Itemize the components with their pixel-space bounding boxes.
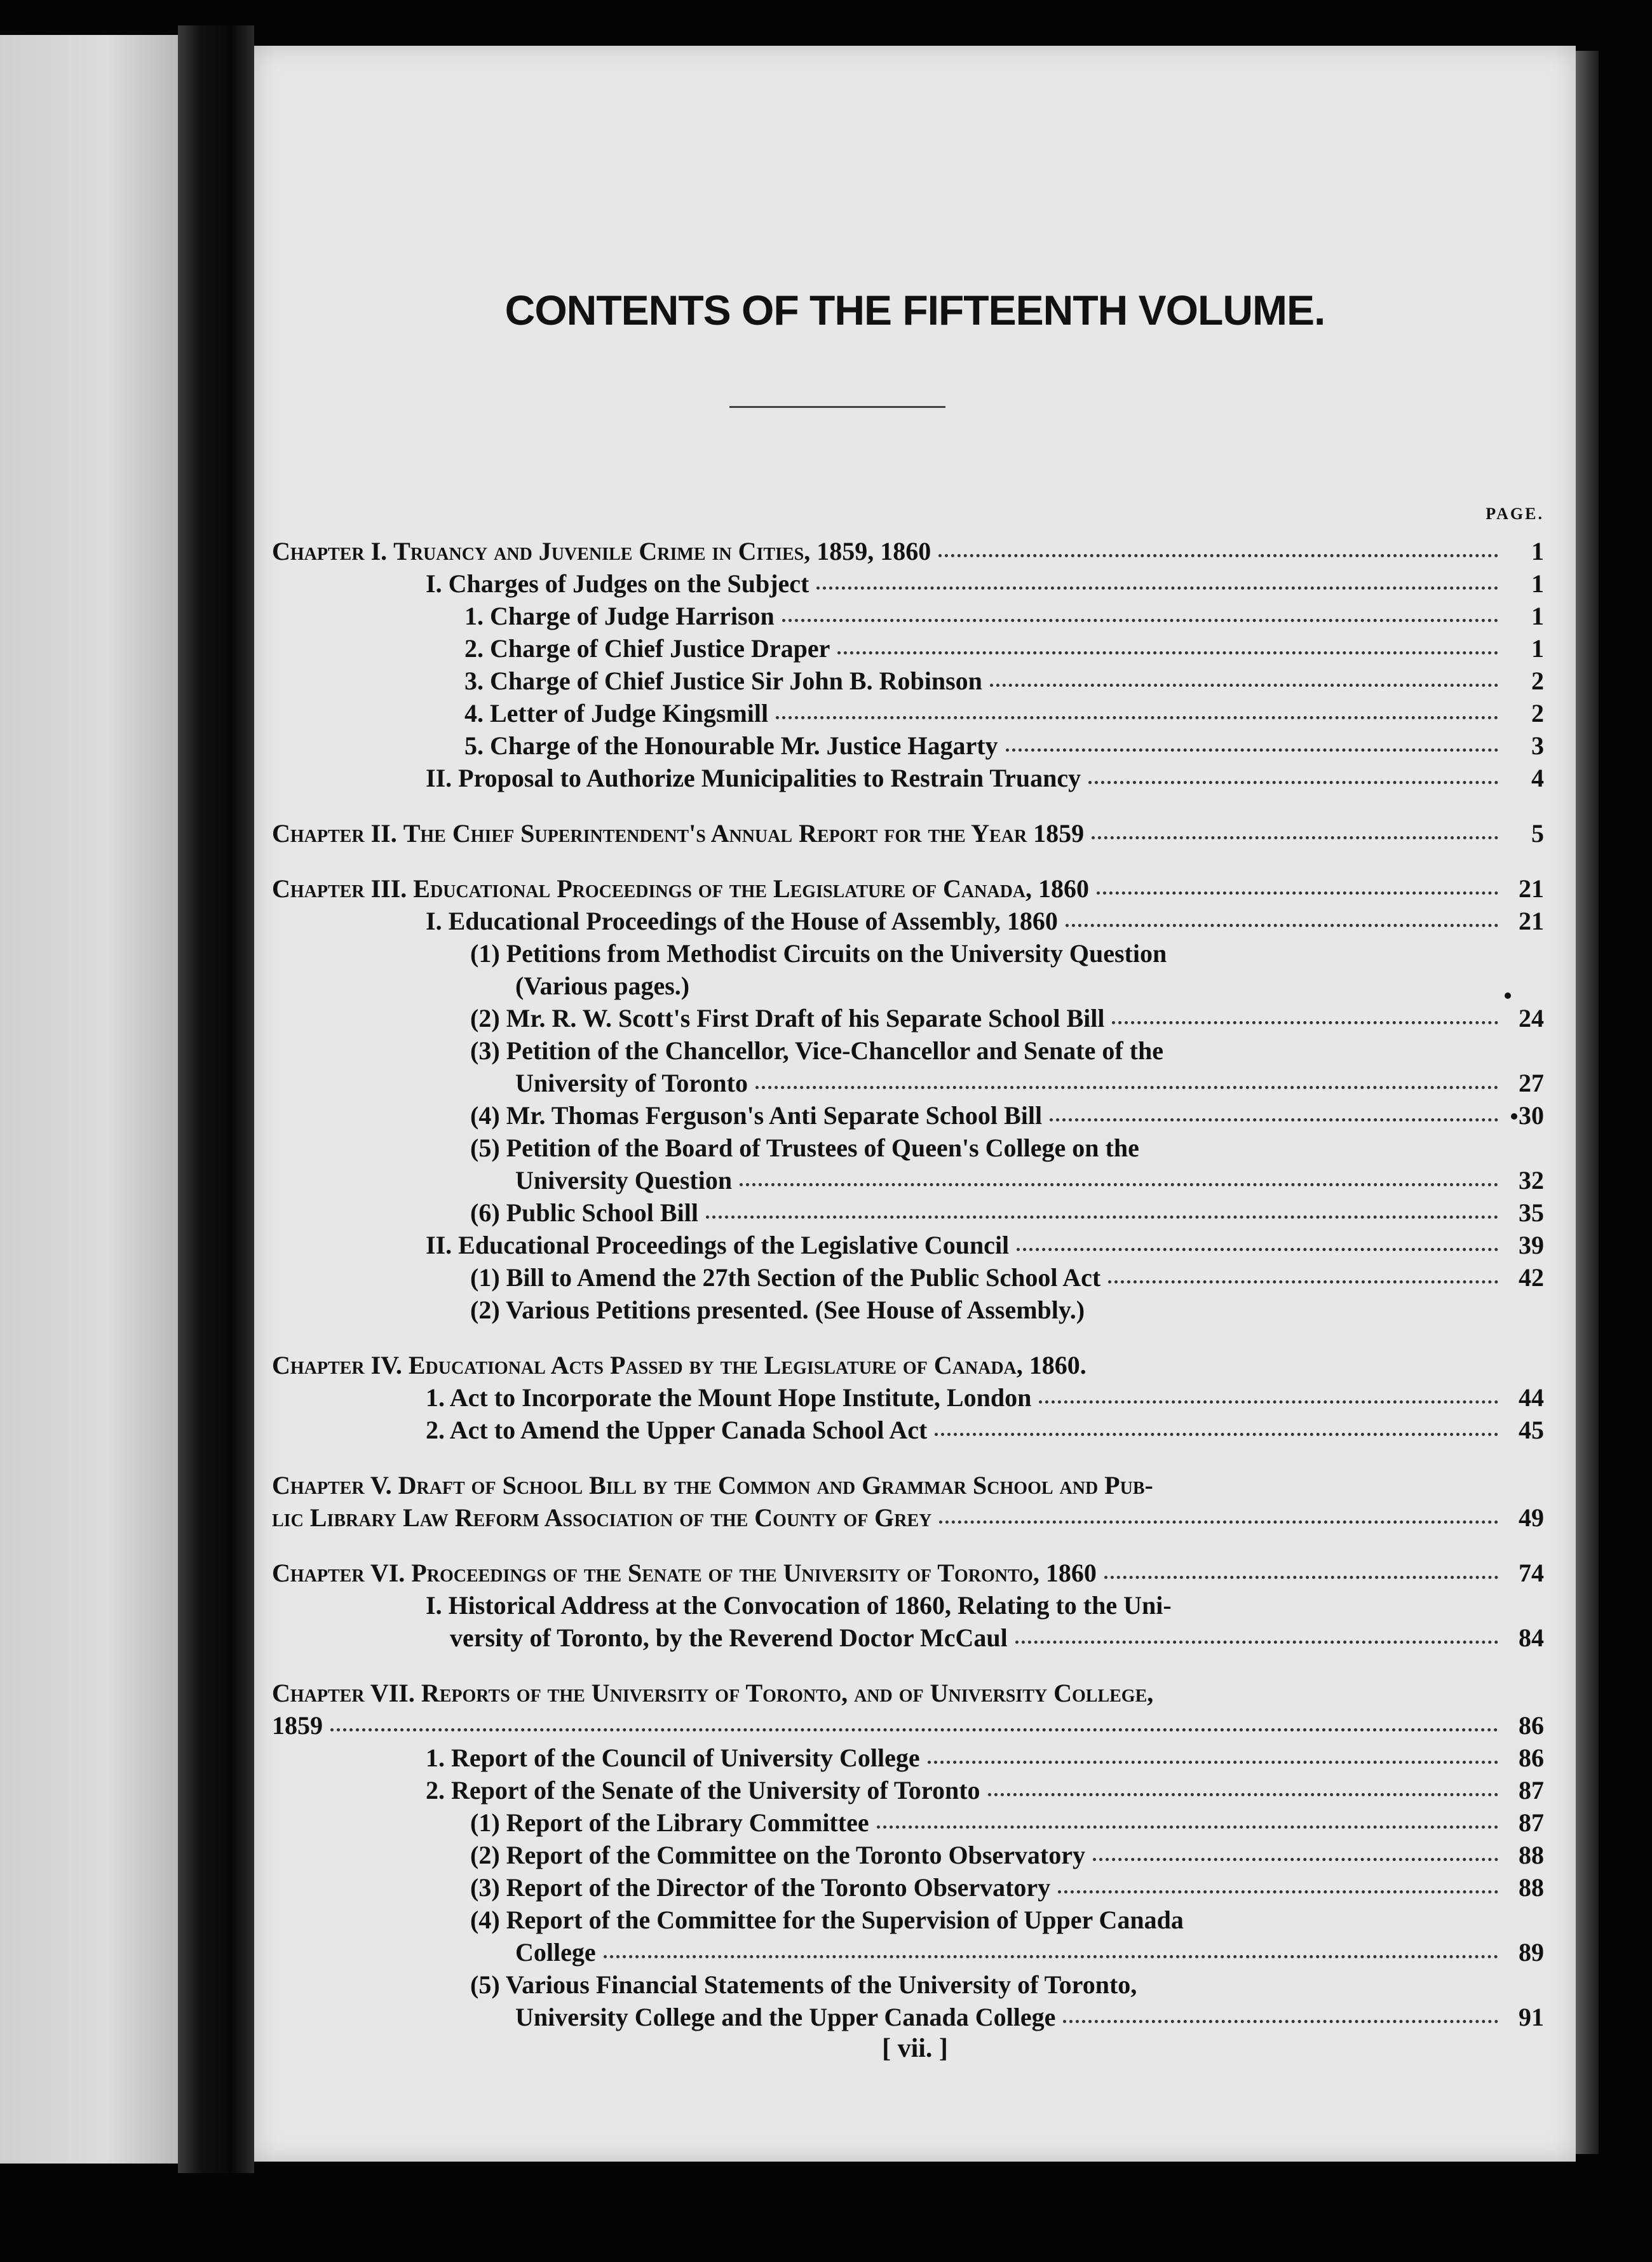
page-edge [1576, 51, 1599, 2154]
page-number: 91 [1519, 2003, 1544, 2031]
toc-entry [272, 1294, 1544, 1326]
toc-entry [272, 567, 1544, 600]
page-number: 3 [1531, 731, 1544, 760]
page-number: 21 [1519, 907, 1544, 935]
dot-leader [1093, 1858, 1498, 1861]
dot-leader [740, 1183, 1498, 1186]
entry-text: (1) Report of the Library Committee [470, 1808, 869, 1837]
toc-entry [272, 762, 1544, 794]
entry-text: (1) Petitions from Methodist Circuits on the University Question [470, 939, 1167, 968]
entry-continuation-text: (Various pages.) [515, 972, 690, 1000]
entry-text [272, 1677, 1153, 1709]
dot-leader [782, 619, 1498, 622]
page-number: 84 [1519, 1623, 1544, 1652]
page-number: 88 [1519, 1873, 1544, 1902]
page-number: 1 [1531, 634, 1544, 663]
page-number: 4 [1531, 764, 1544, 792]
dot-leader [990, 684, 1498, 687]
entry-text: 1. Report of the Council of University College [426, 1744, 920, 1772]
dot-leader [1092, 836, 1498, 839]
toc-entry [272, 1774, 1544, 1806]
dot-leader [837, 651, 1498, 654]
toc-entry [272, 665, 1544, 697]
page-number: 45 [1519, 1416, 1544, 1444]
page-number: 87 [1519, 1808, 1544, 1837]
entry-text [272, 535, 931, 567]
toc-entry [272, 1589, 1544, 1622]
dot-leader [928, 1761, 1498, 1764]
chapter-entry [272, 1349, 1544, 1381]
dot-leader [1015, 1641, 1498, 1644]
dot-leader [1088, 781, 1498, 784]
entry-text: (2) Report of the Committee on the Toronto Observatory [470, 1841, 1085, 1869]
book-gutter [178, 25, 254, 2173]
page-number: 86 [1519, 1744, 1544, 1772]
entry-text: (4) Mr. Thomas Ferguson's Anti Separate School Bill [470, 1101, 1043, 1130]
page-number: 1 [1531, 569, 1544, 598]
toc-entry [272, 937, 1544, 970]
toc-entry-continuation [272, 970, 1544, 1002]
toc-entry [272, 1034, 1544, 1067]
dot-leader [755, 1086, 1498, 1089]
entry-text [272, 1469, 1153, 1501]
dot-leader [816, 586, 1498, 590]
page-column-header: PAGE. [1486, 505, 1544, 523]
dot-leader [1006, 748, 1498, 752]
entry-text: (2) Various Petitions presented. (See House of Assembly.) [470, 1296, 1085, 1324]
chapter-title: Proceedings of the Senate of the University of Toronto, 1860 [411, 1559, 1097, 1587]
page-number: 1 [1531, 602, 1544, 630]
chapter-title: Truancy and Juvenile Crime in Cities, 1859, 1860 [393, 537, 931, 566]
table-of-contents [272, 535, 1544, 2033]
toc-entry [272, 1806, 1544, 1839]
entry-text: 5. Charge of the Honourable Mr. Justice Hagarty [464, 731, 998, 760]
toc-entry [272, 729, 1544, 762]
toc-entry-continuation [272, 1622, 1544, 1654]
dot-leader [938, 554, 1498, 557]
dot-leader [939, 1520, 1498, 1524]
entry-continuation-text: University of Toronto [515, 1069, 748, 1097]
page-number: 27 [1519, 1069, 1544, 1097]
entry-text: 2. Charge of Chief Justice Draper [464, 634, 830, 663]
page-number: 89 [1519, 1938, 1544, 1967]
title-rule [729, 406, 945, 408]
toc-entry-continuation [272, 1067, 1544, 1099]
entry-continuation-text: lic Library Law Reform Association of the County of Grey [272, 1503, 932, 1532]
chapter-title: Draft of School Bill by the Common and Grammar School and Pub- [398, 1471, 1153, 1500]
page-number: 30 [1519, 1101, 1544, 1130]
toc-entry [272, 1132, 1544, 1164]
page-number: 2 [1531, 667, 1544, 695]
dot-leader [1050, 1118, 1498, 1121]
dot-leader [1063, 2020, 1498, 2023]
toc-entry [272, 1261, 1544, 1294]
dot-leader [1104, 1576, 1498, 1579]
page-number: 2 [1531, 699, 1544, 728]
entry-text: 2. Act to Amend the Upper Canada School Act [426, 1416, 928, 1444]
page-number: 42 [1519, 1263, 1544, 1292]
page-number: 32 [1519, 1166, 1544, 1195]
entry-text: II. Proposal to Authorize Municipalities to Restrain Truancy [426, 764, 1081, 792]
chapter-entry [272, 817, 1544, 850]
entry-text: (5) Petition of the Board of Trustees of Queen's College on the [470, 1134, 1139, 1162]
chapter-label: Chapter V. [272, 1471, 392, 1500]
dot-leader [706, 1216, 1498, 1219]
dot-leader [1066, 924, 1498, 927]
entry-text: I. Charges of Judges on the Subject [426, 569, 809, 598]
entry-continuation-text: 1859 [272, 1711, 323, 1740]
chapter-title: Educational Acts Passed by the Legislature of Canada, 1860. [408, 1351, 1087, 1379]
page-number: 5 [1531, 819, 1544, 848]
entry-text: (4) Report of the Committee for the Supervision of Upper Canada [470, 1906, 1184, 1934]
toc-entry-continuation [272, 1936, 1544, 1968]
toc-entry [272, 1229, 1544, 1261]
print-speck [1505, 992, 1511, 999]
print-speck [1511, 1113, 1517, 1120]
toc-entry [272, 1968, 1544, 2001]
page-number: 86 [1519, 1711, 1544, 1740]
chapter-entry [272, 1469, 1544, 1501]
entry-text: (3) Petition of the Chancellor, Vice-Chancellor and Senate of the [470, 1036, 1163, 1065]
toc-entry [272, 1904, 1544, 1936]
page-title: CONTENTS OF THE FIFTEENTH VOLUME. [504, 287, 1325, 334]
dot-leader [1108, 1280, 1498, 1283]
page-number: 49 [1519, 1503, 1544, 1532]
entry-continuation-text: University Question [515, 1166, 733, 1195]
entry-text: II. Educational Proceedings of the Legislative Council [426, 1231, 1010, 1259]
toc-entry-continuation [272, 1501, 1544, 1534]
toc-entry-continuation [272, 2001, 1544, 2033]
toc-entry [272, 1002, 1544, 1034]
dot-leader [1112, 1021, 1498, 1024]
toc-entry [272, 1742, 1544, 1774]
page-number: 88 [1519, 1841, 1544, 1869]
page-number: 87 [1519, 1776, 1544, 1805]
entry-text: 1. Charge of Judge Harrison [464, 602, 775, 630]
entry-text: 1. Act to Incorporate the Mount Hope Institute, London [426, 1383, 1032, 1412]
chapter-label: Chapter VI. [272, 1559, 405, 1587]
entry-continuation-text: College [515, 1938, 596, 1967]
entry-continuation-text: versity of Toronto, by the Reverend Doctor McCaul [450, 1623, 1008, 1652]
entry-text [272, 817, 1084, 850]
page-number: 35 [1519, 1198, 1544, 1227]
chapter-title: Educational Proceedings of the Legislature of Canada, 1860 [413, 874, 1090, 903]
page-number: 39 [1519, 1231, 1544, 1259]
dot-leader [877, 1825, 1498, 1829]
entry-text: I. Educational Proceedings of the House of Assembly, 1860 [426, 907, 1058, 935]
entry-text: 4. Letter of Judge Kingsmill [464, 699, 769, 728]
entry-text: (5) Various Financial Statements of the University of Toronto, [470, 1970, 1137, 1999]
entry-text: 3. Charge of Chief Justice Sir John B. Robinson [464, 667, 982, 695]
toc-entry [272, 905, 1544, 937]
chapter-entry [272, 535, 1544, 567]
toc-entry [272, 1414, 1544, 1446]
page-number: 24 [1519, 1004, 1544, 1033]
dot-leader [988, 1793, 1498, 1796]
entry-text: 2. Report of the Senate of the University of Toronto [426, 1776, 980, 1805]
toc-entry [272, 600, 1544, 632]
toc-entry [272, 1871, 1544, 1904]
entry-text [272, 1557, 1097, 1589]
dot-leader [1039, 1400, 1498, 1404]
chapter-label: Chapter VII. [272, 1679, 415, 1707]
dot-leader [604, 1955, 1498, 1958]
toc-entry [272, 1839, 1544, 1871]
page-folio: [ vii. ] [882, 2034, 948, 2063]
toc-entry [272, 1381, 1544, 1414]
chapter-entry [272, 1557, 1544, 1589]
toc-entry [272, 697, 1544, 729]
chapter-label: Chapter II. [272, 819, 397, 848]
contents-page [254, 46, 1576, 2162]
page-number: 74 [1519, 1559, 1544, 1587]
toc-entry [272, 1196, 1544, 1229]
dot-leader [1097, 891, 1498, 895]
dot-leader [776, 716, 1498, 719]
dot-leader [330, 1728, 1498, 1731]
entry-text: (1) Bill to Amend the 27th Section of the Public School Act [470, 1263, 1101, 1292]
entry-text: (3) Report of the Director of the Toronto Observatory [470, 1873, 1051, 1902]
page-number: 21 [1519, 874, 1544, 903]
chapter-title: Reports of the University of Toronto, and of University College, [421, 1679, 1154, 1707]
entry-continuation-text: University College and the Upper Canada College [515, 2003, 1056, 2031]
chapter-label: Chapter I. [272, 537, 388, 566]
entry-text: (2) Mr. R. W. Scott's First Draft of his Separate School Bill [470, 1004, 1105, 1033]
page-number: 44 [1519, 1383, 1544, 1412]
entry-text: I. Historical Address at the Convocation of 1860, Relating to the Uni- [426, 1591, 1172, 1620]
chapter-label: Chapter III. [272, 874, 407, 903]
entry-text [272, 1349, 1087, 1381]
chapter-entry [272, 872, 1544, 905]
toc-entry [272, 632, 1544, 665]
chapter-label: Chapter IV. [272, 1351, 402, 1379]
page-number: 1 [1531, 537, 1544, 566]
toc-entry-continuation [272, 1164, 1544, 1196]
dot-leader [935, 1433, 1498, 1436]
facing-page [0, 35, 178, 2164]
entry-text: (6) Public School Bill [470, 1198, 698, 1227]
toc-entry [272, 1099, 1544, 1132]
chapter-entry [272, 1677, 1544, 1709]
dot-leader [1017, 1248, 1498, 1251]
chapter-title: The Chief Superintendent's Annual Report for the Year 1859 [403, 819, 1085, 848]
toc-entry-continuation [272, 1709, 1544, 1742]
entry-text [272, 872, 1089, 905]
dot-leader [1058, 1890, 1498, 1893]
